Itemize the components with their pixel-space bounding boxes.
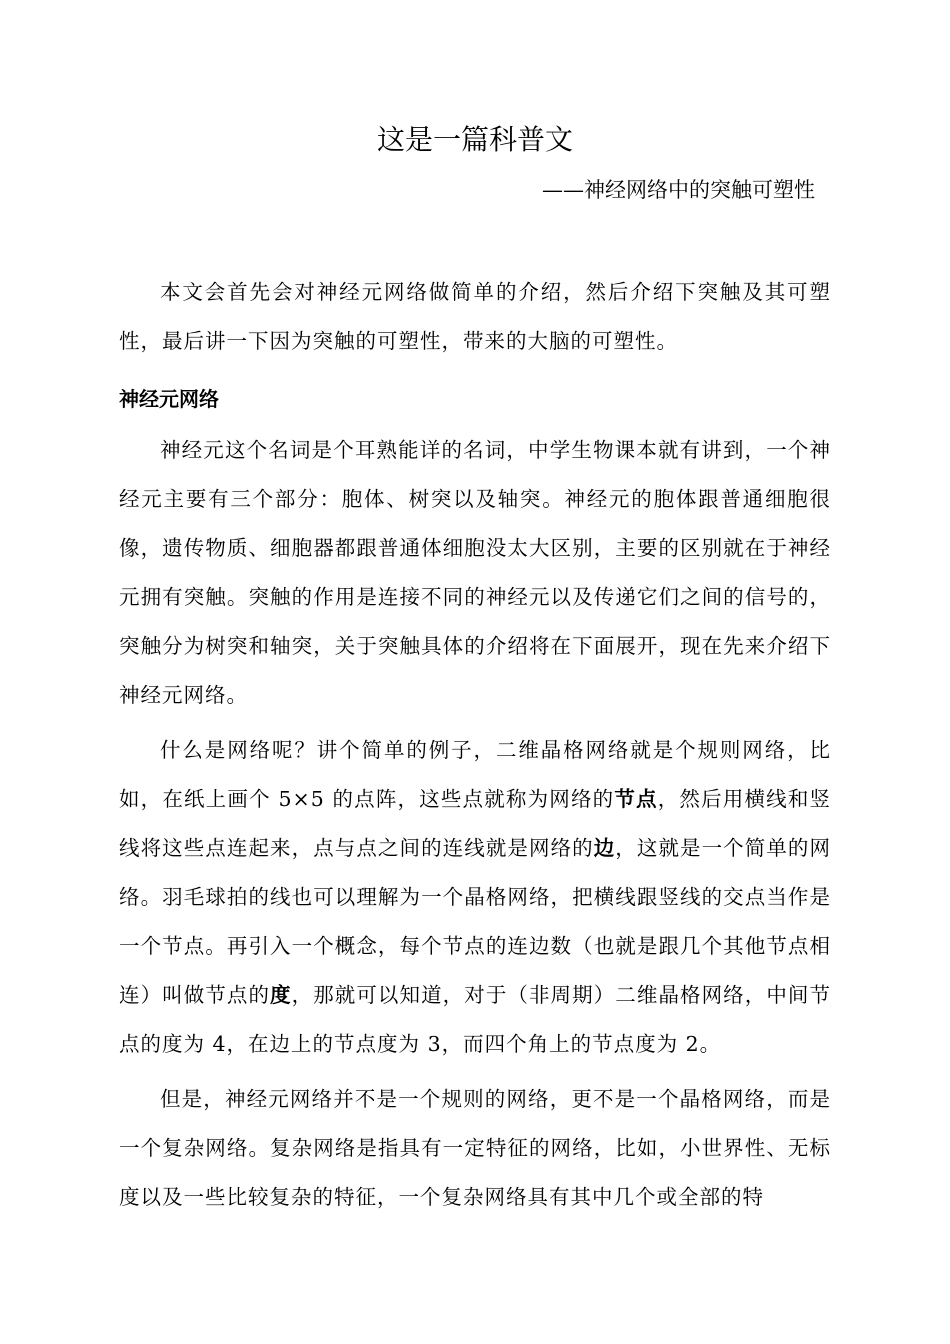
paragraph-text: ，然后用横线和竖线将这些点连起来，点与点之间的连线就是网络的 xyxy=(119,787,832,860)
paragraph-text: ，那就可以知道，对于（非周期）二维晶格网络，中间节点的度为 4，在边上的节点度为 3，而四个角上的节点度为 2。 xyxy=(119,983,831,1056)
term-node: 节点 xyxy=(614,787,658,811)
paragraph-network xyxy=(119,726,831,1069)
document-body xyxy=(119,268,831,1228)
term-edge: 边 xyxy=(593,836,616,860)
paragraph-text: 什么是网络呢？讲个简单的例子，二维晶格网络就是个规则网络，比如，在纸上画个 5×5 的点阵，这些点就称为网络的 xyxy=(119,738,831,811)
term-degree: 度 xyxy=(270,983,292,1007)
paragraph-text: ，这就是一个简单的网络。羽毛球拍的线也可以理解为一个晶格网络，把横线跟竖线的交点当作是一个节点。再引入一个概念，每个节点的连边数（也就是跟几个其他节点相连）叫做节点的 xyxy=(119,836,831,1007)
document-subtitle: ——神经网络中的突触可塑性 xyxy=(542,178,815,202)
document-title: 这是一篇科普文 xyxy=(376,123,573,156)
paragraph-complex-network: 但是，神经元网络并不是一个规则的网络，更不是一个晶格网络，而是一个复杂网络。复杂网络是指具有一定特征的网络，比如，小世界性、无标度以及一些比较复杂的特征，一个复杂网络具有其中几个或全部的特 xyxy=(119,1087,831,1209)
paragraph-neuron: 神经元这个名词是个耳熟能详的名词，中学生物课本就有讲到，一个神经元主要有三个部分：胞体、树突以及轴突。神经元的胞体跟普通细胞很像，遗传物质、细胞器都跟普通体细胞没太大区别，主要的区别就在于神经元拥有突触。突触的作用是连接不同的神经元以及传递它们之间的信号的，突触分为树突和轴突，关于突触具体的介绍将在下面展开，现在先来介绍下神经元网络。 xyxy=(119,438,831,707)
section-heading: 神经元网络 xyxy=(119,387,219,411)
intro-paragraph: 本文会首先会对神经元网络做简单的介绍，然后介绍下突触及其可塑性，最后讲一下因为突触的可塑性，带来的大脑的可塑性。 xyxy=(119,280,831,353)
